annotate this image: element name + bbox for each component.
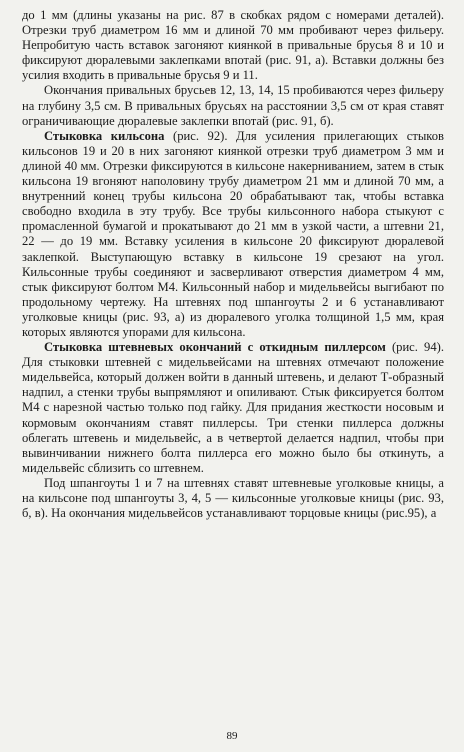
paragraph-text: Окончания привальных брусьев 12, 13, 14, 15 пробиваются через фильеру на глубину 3,5 см. В привальных брусьях на расстоянии 3,5 см от края ставят ограничивающие дюралевые заклепки впотай (рис. 91, б). <box>22 83 444 128</box>
paragraph-text: Под шпангоуты 1 и 7 на штевнях ставят штевневые уголковые кницы, а на кильсоне под шпангоуты 3, 4, 5 — кильсонные уголковые кницы (рис. 93, б, в). На окончания мидельвейсов устанавливают торцовые кницы (рис.95), а <box>22 475 444 521</box>
paragraph-frames-brackets <box>22 476 444 521</box>
paragraph-rail-ends <box>22 83 444 128</box>
page-number: 89 <box>226 730 238 742</box>
paragraph-text: (рис. 94). Для стыковки штевней с мидельвейсами на штевнях отмечают положение мидельвейса, который должен войти в данный штевень, и делают Т-образный надпил, а стенки трубы выпрямляют и опиливают. Стык фиксируется болтом М4 с нарезной частью только под гайку. Для придания жесткости носовым и кормовым окончаниям ставят пиллерсы. Три стенки пиллерса должны облегать штевень и мидельвейс, а в четвертой делается надпил, чтобы при вывинчивании нижнего болта пиллерса его можно было бы откинуть, а мидельвейс сблизить со штевнем. <box>22 340 444 475</box>
paragraph-stem-joint <box>22 340 444 476</box>
section-heading-keelson-joint: Стыковка кильсона <box>44 128 165 143</box>
paragraph-text: (рис. 92). Для усиления прилегающих стыков кильсонов 19 и 20 в них загоняют киянкой отрезки труб диаметром 3 мм и длиной 40 мм. Отрезки фиксируются в кильсоне накерниванием, затем в стык кильсона 19 вгоняют наполовину трубу диаметром 21 мм и длиной 70 мм, а внутренний конец трубы кильсона 20 обрабатывают так, чтобы вставка свободно входила в эту трубу. Все трубы кильсонного набора стыкуют с промасленной бумагой и прокатывают до 21 мм в узкой части, а штевни 21, 22 — до 19 мм. Вставку усиления в кильсоне 20 фиксируют дюралевой заклепкой. Выступающую вставку в кильсоне 19 срезают на угол. Кильсонные трубы соединяют и засверливают отверстия диаметром 4 мм, стык фиксируют болтом М4. Кильсонный набор и мидельвейсы выгибают по продольному чертежу. На штевнях под шпангоуты 2 и 6 устанавливают уголковые кницы (рис. 93, а) из дюралевого уголка толщиной 1,5 мм, края которых являются упорами для кильсона. <box>22 128 445 339</box>
paragraph-keelson-joint <box>22 129 444 340</box>
paragraph-text: до 1 мм (длины указаны на рис. 87 в скобках рядом с номерами деталей). Отрезки труб диаметром 16 мм и длиной 70 мм пробивают через фильеру. Непробитую часть вставок загоняют киянкой в привальные брусья 8 и 10 и фиксируют дюралевыми заклепками впотай (рис. 91, а). Вставки должны без усилия входить в привальные брусья 9 и 11. <box>22 8 444 83</box>
paragraph-inserts-fixing <box>22 8 444 83</box>
section-heading-stem-joint: Стыковка штевневых окончаний с откидным пиллерсом <box>44 340 386 355</box>
